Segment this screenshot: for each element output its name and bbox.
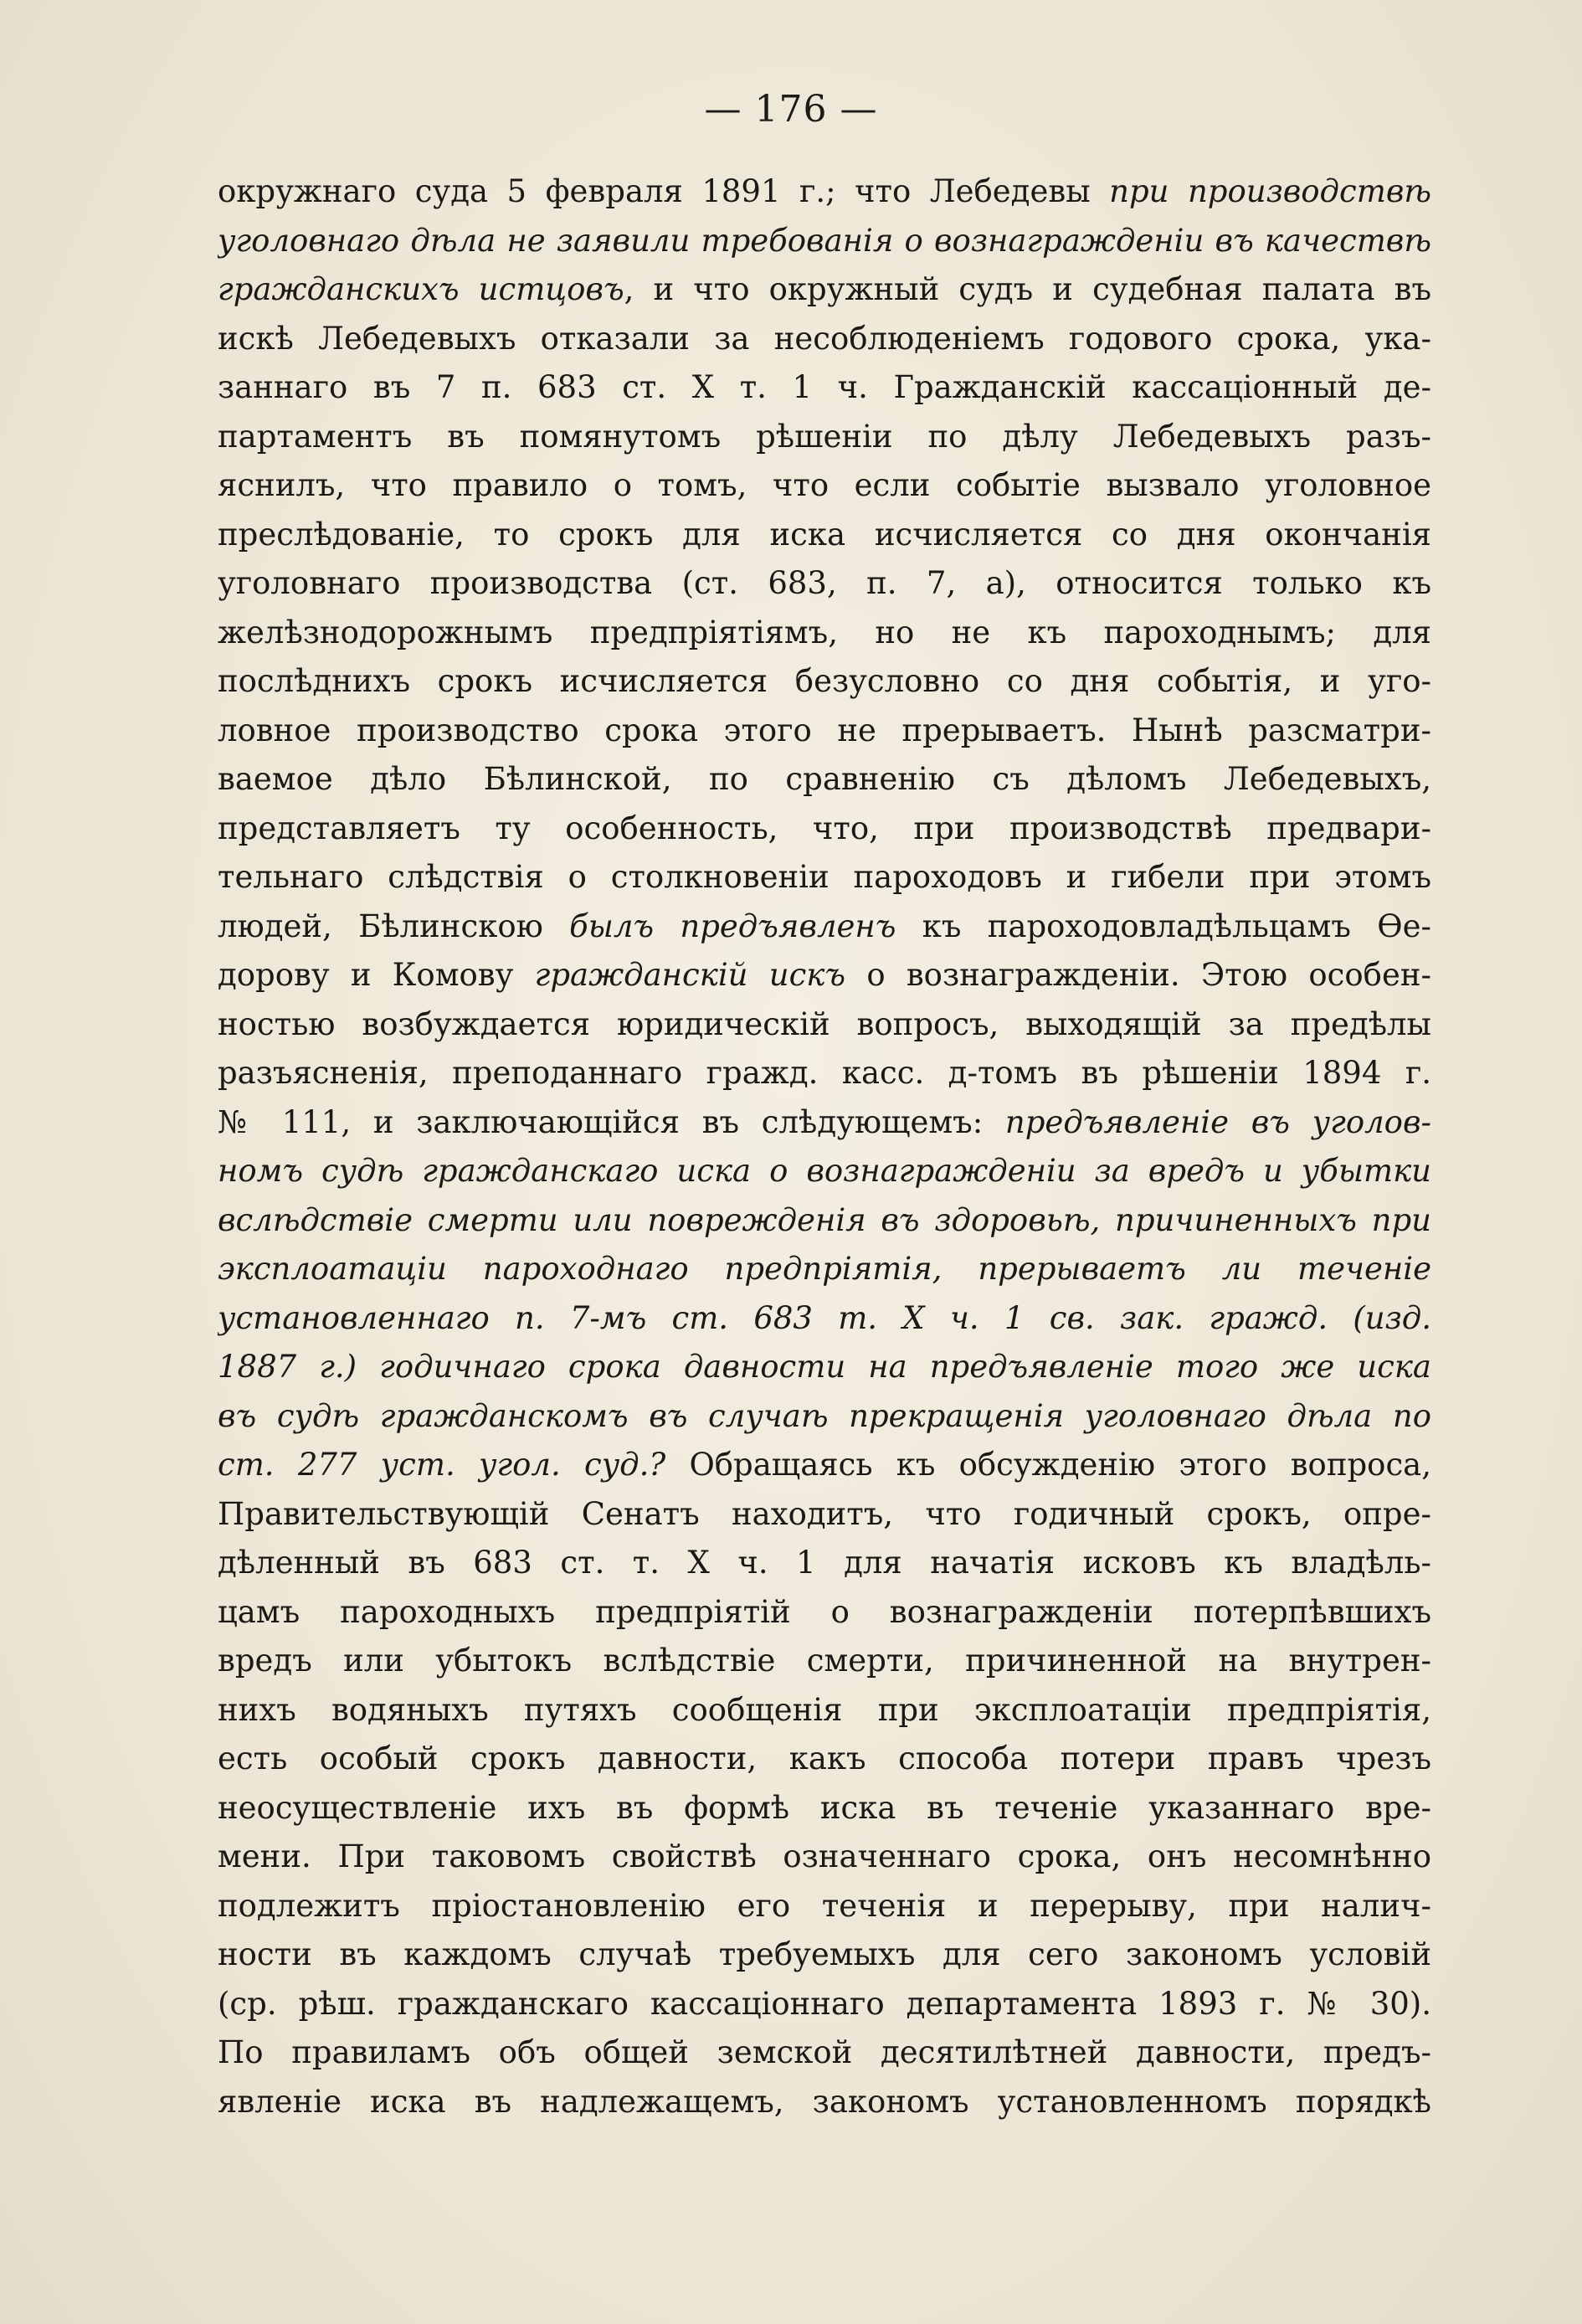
page-number: — 176 — xyxy=(704,88,878,131)
italic-text: въ судѣ гражданскомъ въ случаѣ прекращенія уголовнаго дѣла по xyxy=(218,1397,1431,1434)
italic-text: гражданскій искъ xyxy=(534,957,846,993)
text-run: людей, Бѣлинскою xyxy=(218,907,570,944)
text-line xyxy=(218,1343,1431,1392)
text-line xyxy=(218,951,1431,1000)
text-line xyxy=(218,1098,1431,1148)
italic-text: ст. 277 уст. угол. суд.? xyxy=(218,1447,666,1483)
italic-text: гражданскихъ истцовъ xyxy=(218,271,624,307)
text-run: По правиламъ объ общей земской десятилѣтней давности, предъ- xyxy=(218,2034,1431,2070)
text-run: есть особый срокъ давности, какъ способа потери правъ чрезъ xyxy=(218,1740,1431,1776)
text-line xyxy=(218,609,1431,658)
text-run: къ пароходовладѣльцамъ Ѳе- xyxy=(896,907,1431,944)
text-line xyxy=(218,559,1431,609)
text-run: Правительствующій Сенатъ находитъ, что годичный срокъ, опре- xyxy=(218,1495,1431,1532)
text-line xyxy=(218,1686,1431,1735)
text-line xyxy=(218,1637,1431,1686)
text-line xyxy=(218,1784,1431,1833)
italic-text: эксплоатаціи пароходнаго предпріятія, прерываетъ ли теченіе xyxy=(218,1251,1431,1287)
text-run: вредъ или убытокъ вслѣдствіе смерти, причиненной на внутрен- xyxy=(218,1643,1431,1679)
text-line xyxy=(218,1588,1431,1638)
text-run: дѣленный въ 683 ст. т. X ч. 1 для начатія исковъ къ владѣль- xyxy=(218,1545,1431,1581)
text-line xyxy=(218,461,1431,511)
text-line xyxy=(218,1980,1431,2029)
italic-text: предъявленіе въ уголов- xyxy=(1004,1103,1431,1140)
text-line xyxy=(218,853,1431,902)
text-run: подлежитъ пріостановленію его теченія и перерыву, при налич- xyxy=(218,1887,1431,1924)
text-line xyxy=(218,902,1431,952)
italic-text: уголовнаго дѣла не заявили требованія о вознагражденіи въ качествѣ xyxy=(218,222,1431,259)
text-run: разъясненія, преподаннаго гражд. касс. д-томъ въ рѣшеніи 1894 г. xyxy=(218,1055,1431,1091)
text-run: № 111, и заключающійся въ слѣдующемъ: xyxy=(218,1103,1005,1140)
text-line xyxy=(218,1931,1431,1980)
text-run: (ср. рѣш. гражданскаго кассаціоннаго департамента 1893 г. № 30). xyxy=(218,1985,1431,2022)
text-line xyxy=(218,707,1431,756)
text-line xyxy=(218,363,1431,413)
text-run: искѣ Лебедевыхъ отказали за несоблюденіемъ годового срока, ука- xyxy=(218,320,1431,357)
text-run: уголовнаго производства (ст. 683, п. 7, а), относится только къ xyxy=(218,565,1431,601)
text-run: о вознагражденіи. Этою особен- xyxy=(845,957,1431,993)
text-run: яснилъ, что правило о томъ, что если событіе вызвало уголовное xyxy=(218,467,1431,503)
text-line xyxy=(218,1735,1431,1784)
text-run: партаментъ въ помянутомъ рѣшеніи по дѣлу Лебедевыхъ разъ- xyxy=(218,418,1431,455)
text-run: Обращаясь къ обсужденію этого вопроса, xyxy=(665,1447,1431,1483)
text-run: окружнаго суда 5 февраля 1891 г.; что Лебедевы xyxy=(218,173,1110,209)
text-run: мени. При таковомъ свойствѣ означеннаго срока, онъ несомнѣнно xyxy=(218,1838,1431,1874)
text-run: цамъ пароходныхъ предпріятій о вознагражденіи потерпѣвшихъ xyxy=(218,1593,1431,1630)
text-line xyxy=(218,167,1431,217)
italic-text: вслѣдствіе смерти или поврежденія въ здоровьѣ, причиненныхъ при xyxy=(218,1201,1431,1238)
text-line xyxy=(218,265,1431,315)
text-run: ловное производство срока этого не прерываетъ. Нынѣ разсматри- xyxy=(218,712,1431,748)
italic-text: номъ судѣ гражданскаго иска о вознагражденіи за вредъ и убытки xyxy=(218,1153,1431,1189)
text-line xyxy=(218,755,1431,805)
italic-text: былъ предъявленъ xyxy=(569,907,896,944)
text-line xyxy=(218,1245,1431,1294)
text-run: ностью возбуждается юридическій вопросъ, выходящій за предѣлы xyxy=(218,1005,1431,1042)
italic-text: 1887 г.) годичнаго срока давности на предъявленіе того же иска xyxy=(218,1349,1431,1385)
text-line xyxy=(218,1049,1431,1098)
text-line xyxy=(218,805,1431,854)
text-line xyxy=(218,1000,1431,1050)
body-text xyxy=(218,167,1431,2126)
text-line xyxy=(218,2078,1431,2127)
text-line xyxy=(218,1147,1431,1196)
text-run: дорову и Комову xyxy=(218,957,535,993)
text-run: послѣднихъ срокъ исчисляется безусловно со дня событія, и уго- xyxy=(218,663,1431,699)
text-run: ваемое дѣло Бѣлинской, по сравненію съ дѣломъ Лебедевыхъ, xyxy=(218,761,1431,797)
text-line xyxy=(218,1294,1431,1344)
text-line xyxy=(218,1441,1431,1490)
text-line xyxy=(218,1882,1431,1931)
text-line xyxy=(218,657,1431,707)
text-run: неосуществленіе ихъ въ формѣ иска въ теченіе указаннаго вре- xyxy=(218,1789,1431,1826)
text-line xyxy=(218,315,1431,364)
text-run: нихъ водяныхъ путяхъ сообщенія при эксплоатаціи предпріятія, xyxy=(218,1691,1431,1728)
text-run: представляетъ ту особенность, что, при производствѣ предвари- xyxy=(218,810,1431,846)
text-run: тельнаго слѣдствія о столкновеніи пароходовъ и гибели при этомъ xyxy=(218,859,1431,895)
italic-text: при производствѣ xyxy=(1109,173,1431,209)
text-line xyxy=(218,1833,1431,1882)
text-line xyxy=(218,2028,1431,2078)
text-run: явленіе иска въ надлежащемъ, закономъ установленномъ порядкѣ xyxy=(218,2083,1431,2120)
italic-text: установленнаго п. 7-мъ ст. 683 т. X ч. 1 св. зак. гражд. (изд. xyxy=(218,1299,1431,1336)
text-line xyxy=(218,1539,1431,1588)
text-line xyxy=(218,1392,1431,1442)
text-run: заннаго въ 7 п. 683 ст. X т. 1 ч. Гражданскій кассаціонный де- xyxy=(218,369,1431,405)
text-line xyxy=(218,217,1431,266)
text-line xyxy=(218,511,1431,560)
text-run: ности въ каждомъ случаѣ требуемыхъ для сего закономъ условій xyxy=(218,1936,1431,1972)
text-line xyxy=(218,1490,1431,1540)
text-run: желѣзнодорожнымъ предпріятіямъ, но не къ пароходнымъ; для xyxy=(218,614,1431,650)
text-line xyxy=(218,413,1431,462)
text-run: , и что окружный судъ и судебная палата въ xyxy=(624,271,1431,307)
text-line xyxy=(218,1196,1431,1246)
text-run: преслѣдованіе, то срокъ для иска исчисляется со дня окончанія xyxy=(218,516,1431,553)
